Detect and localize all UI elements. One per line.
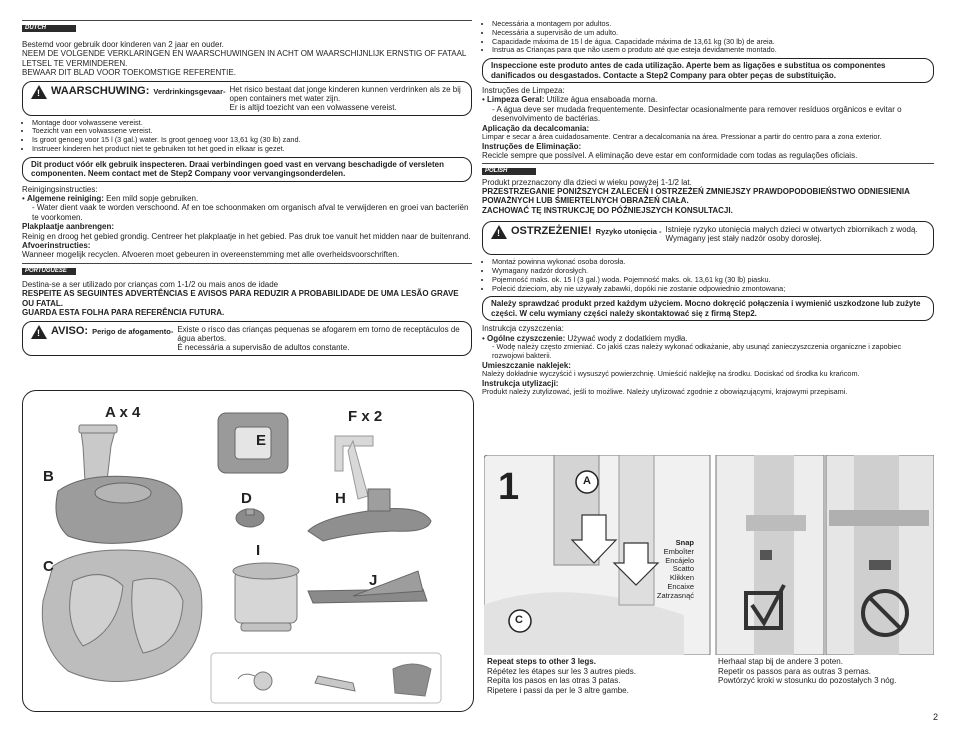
pl-warning-box [482,221,934,255]
warning-line: Existe o risco das crianças pequenas se afogarem em torno de receptáculos de água abertos. [177,324,460,343]
repeat-line: Ripetere i passi da per le 3 altre gambe. [487,685,629,695]
callout-a: A [583,475,591,487]
care-head: Ogólne czyszczenie: [487,333,566,343]
warning-subtitle: Ryzyko utonięcia - [595,227,662,237]
decal-head: Plakplaatje aanbrengen: [22,222,115,232]
part-label-b: B [43,468,54,485]
part-label-f: F x 2 [348,408,383,425]
care-intro: Reinigingsinstructies: [22,184,98,194]
part-label-a: A x 4 [105,404,141,421]
decal-text: Limpar e secar a área cuidadosamente. Centrar a decalcomania na área. Pressionar a partir do centro para a zona exterior. [482,132,882,142]
list-item: • Pojemność maks. ok. 15 l (3 gal.) woda. Pojemność maks. ok. 13,61 kg (30 lb) piasku. [492,276,934,285]
step-number: 1 [498,466,520,508]
decal-text: Należy dokładnie wyczyścić i wysuszyć powierzchnię. Umieścić naklejkę na środku. Dociskać od środka ku krańcom. [482,369,860,379]
list-item: • Instrua as Crianças para que não usem o produto até que esteja devidamente montado. [492,46,934,55]
pl-inspect-box: Należy sprawdzać produkt przed każdym użyciem. Mocno dokręcić połączenia i wymienić uszkodzone lub zużyte części. W celu wymiany części należy skontaktować się z firmą Step2. [482,296,934,321]
part-i-drawing [233,563,299,631]
warning-subtitle: Verdrinkingsgevaar- [153,86,226,96]
snap-word: Scatto [672,564,694,574]
care-text-2: - Wodę należy często zmieniać. Co jakiś czas należy wykonać odkażanie, aby usunąć zanieczyszczenia organiczne i zapobiec rozwojowi bakterii. [492,342,902,360]
accessories-drawing [211,653,441,703]
warning-title: WAARSCHUWING: [51,84,150,97]
care-line: • Algemene reiniging: Een mild sopje gebruiken. [22,194,199,204]
pt-inspect-box: Inspeccione este produto antes de cada utilização. Aperte bem as ligações e substitua os componentes danificados ou desgastados. Contacte a Step2 Company para obter peças de substituição. [482,58,934,83]
dutch-intro-2: NEEM DE VOLGENDE VERKLARINGEN EN WAARSCHUWINGEN IN ACHT OM WAARSCHIJNLIJK ERNSTIG OF FATAAL LETSEL TE VERMINDEREN. [22,49,467,68]
pt-intro-3: GUARDA ESTA FOLHA PARA REFERÊNCIA FUTURA. [22,308,225,318]
pl-intro-1: Produkt przeznaczony dla dzieci w wieku powyżej 1-1/2 lat. [482,177,692,187]
care-text-2: - Water dient vaak te worden verschoond. Af en toe schoonmaken om organisch afval te verwijderen en groei van bacteriën te voorkomen. [32,203,469,222]
care-head: Algemene reiniging: [27,194,104,204]
part-label-h: H [335,490,346,507]
repeat-line: Herhaal stap bij de andere 3 poten. [718,657,843,666]
list-item: • Instrueer kinderen het product niet te gebruiken tot het goed in elkaar is gezet. [32,145,472,154]
pt-bullets [482,20,934,55]
care-intro: Instrukcja czyszczenia: [482,324,564,334]
step-1-illustration [484,455,934,655]
dutch-intro-1: Bestemd voor gebruik door kinderen van 2 jaar en ouder. [22,40,224,49]
part-c-drawing [42,550,202,682]
step-panel-right [716,455,934,655]
disposal-head: Instrukcja utylizacji: [482,378,559,388]
repeat-line: Répétez les étapes sur les 3 autres pieds. [487,666,636,676]
repeat-steps-right [718,657,938,686]
pt-intro-1: Destina-se a ser utilizado por crianças com 1-1/2 ou mais anos de idade [22,279,279,289]
decal-head: Umieszczanie naklejek: [482,360,571,370]
part-b-drawing [56,476,182,543]
repeat-line: Repeat steps to other 3 legs. [487,657,596,666]
decal-text: Reinig en droog het gebied grondig. Centreer het plakplaatje in het gebied. Pas druk toe vanuit het midden naar de buitenrand. [22,231,471,241]
list-item: • Necessária a supervisão de um adulto. [492,29,934,38]
care-line: • Ogólne czyszczenie: Używać wody z dodatkiem mydła. [482,333,688,343]
part-label-i: I [256,542,261,559]
warning-line: É necessária a supervisão de adultos constante. [177,342,350,352]
warning-icon: ! [31,325,47,339]
step-1-diagram [484,455,934,655]
warning-icon: ! [31,85,47,99]
care-text: Utilize água ensaboada morna. [546,95,658,105]
list-item: • Capacidade máxima de 15 l de água. Capacidade máxima de 13,61 kg (30 lb) de areia. [492,38,934,47]
snap-word: Zatrzasnąć [656,590,694,600]
care-text: Używać wody z dodatkiem mydła. [567,333,688,343]
part-label-j: J [369,572,378,589]
repeat-steps-left [487,657,707,695]
left-column [22,20,472,359]
list-item: • Is groot genoeg voor 15 l (3 gal.) water. Is groot genoeg voor 13,61 kg (30 lb) zand. [32,136,472,145]
divider [22,20,472,21]
snap-label [634,539,694,601]
repeat-line: Repita los pasos en las otras 3 patas. [487,676,621,686]
part-label-c: C [43,558,54,575]
repeat-line: Repetir os passos para as outras 3 pernas. [718,666,871,676]
disposal-text: Wanneer mogelijk recyclen. Afvoeren moet gebeuren in overeenstemming met alle overheidsvoorschriften. [22,250,400,260]
section-tag-portuguese: PORTUGUESE [22,268,76,275]
disposal-head: Instruções de Eliminação: [482,141,582,151]
warning-title: OSTRZEŻENIE! [511,225,592,238]
callout-c: C [515,614,523,626]
care-text: Een mild sopje gebruiken. [106,194,199,204]
disposal-text: Recicle sempre que possível. A eliminação deve estar em conformidade com todas as regulações oficiais. [482,151,858,161]
dutch-bullets [22,119,472,154]
decal-head: Aplicação da decalcomania: [482,123,590,133]
dutch-inspect-box: Dit product vóór elk gebruik inspecteren. Draai verbindingen goed vast en vervang beschadigde of versleten componenten. Neem contact met de Step2 Company voor vervangingsonderdelen. [22,157,472,182]
list-item: • Polecić dzieciom, aby nie używały zabawki, dopóki nie zostanie odpowiednio zmontowana; [492,285,934,294]
pt-intro-2: RESPEITE AS SEGUINTES ADVERTÊNCIAS E AVISOS PARA REDUZIR A PROBABILIDADE DE UMA LESÃO GRAVE OU FATAL. [22,289,459,308]
warning-title: AVISO: [51,324,89,337]
section-tag-dutch: DUTCH [22,25,76,32]
warning-line: Wymagany jest stały nadzór osoby dorosłej. [665,234,822,244]
part-label-d: D [241,490,252,507]
snap-word: Encájelo [665,555,694,565]
care-line: • Limpeza Geral: Utilize água ensaboada morna. [482,95,658,105]
pt-warning-box [22,321,472,356]
care-intro: Instruções de Limpeza: [482,86,565,95]
part-d-drawing [236,509,264,527]
parts-illustration [23,391,473,711]
disposal-text: Produkt należy zutylizować, jeśli to możliwe. Należy utylizować zgodnie z obowiązującymi, krajowymi przepisami. [482,387,848,397]
disposal-head: Afvoerinstructies: [22,241,91,251]
snap-word: Klikken [669,573,694,583]
dutch-intro-3: BEWAAR DIT BLAD VOOR TOEKOMSTIGE REFERENTIE. [22,68,236,78]
part-label-e: E [256,432,267,449]
parts-diagram [22,390,474,712]
list-item: • Montaż powinna wykonać osoba dorosła. [492,258,934,267]
part-h-drawing [308,489,431,541]
list-item: • Toezicht van een volwassene vereist. [32,127,472,136]
repeat-line: Powtórzyć kroki w stosunku do pozostałych 3 nóg. [718,676,897,686]
warning-line: Istnieje ryzyko utonięcia małych dzieci w otwartych zbiornikach z wodą. [665,225,918,235]
warning-icon: ! [491,225,507,239]
dutch-warning-box [22,81,472,116]
warning-line: Er is altijd toezicht van een volwassene vereist. [229,102,397,112]
care-head: Limpeza Geral: [487,95,545,105]
pl-bullets [482,258,934,293]
right-column [482,20,934,397]
list-item: • Necessária a montagem por adultos. [492,20,934,29]
section-tag-polish: POLISH [482,168,536,175]
pl-intro-2: PRZESTRZEGANIE PONIŻSZYCH ZALECEŃ I OSTRZEŻEŃ ZMNIEJSZY PRAWDOPODOBIEŃSTWO ODNIESIENIA POWAŻNYCH LUB ŚMIERTELNYCH OBRAŻEŃ CIAŁA. [482,187,910,206]
care-text-2: - A água deve ser mudada frequentemente. Desinfectar ocasionalmente para remover resíduos orgânicos e evitar o desenvolvimento de bactérias. [492,104,902,124]
warning-subtitle: Perigo de afogamento- [92,326,174,336]
divider [22,263,472,264]
pl-intro-3: ZACHOWAĆ TĘ INSTRUKCJĘ DO PÓŹNIEJSZYCH KONSULTACJI. [482,205,733,215]
list-item: • Montage door volwassene vereist. [32,119,472,128]
divider [482,163,934,164]
warning-line: Het risico bestaat dat jonge kinderen kunnen verdrinken als ze bij open containers met water zijn. [229,84,461,103]
part-e-drawing [218,413,288,473]
part-j-drawing [308,571,427,603]
snap-word: Emboîter [663,546,694,556]
page-number: 2 [932,711,938,722]
list-item: • Wymagany nadzór dorosłych. [492,267,934,276]
snap-word: Encaixe [667,581,694,591]
snap-word: Snap [675,538,694,547]
